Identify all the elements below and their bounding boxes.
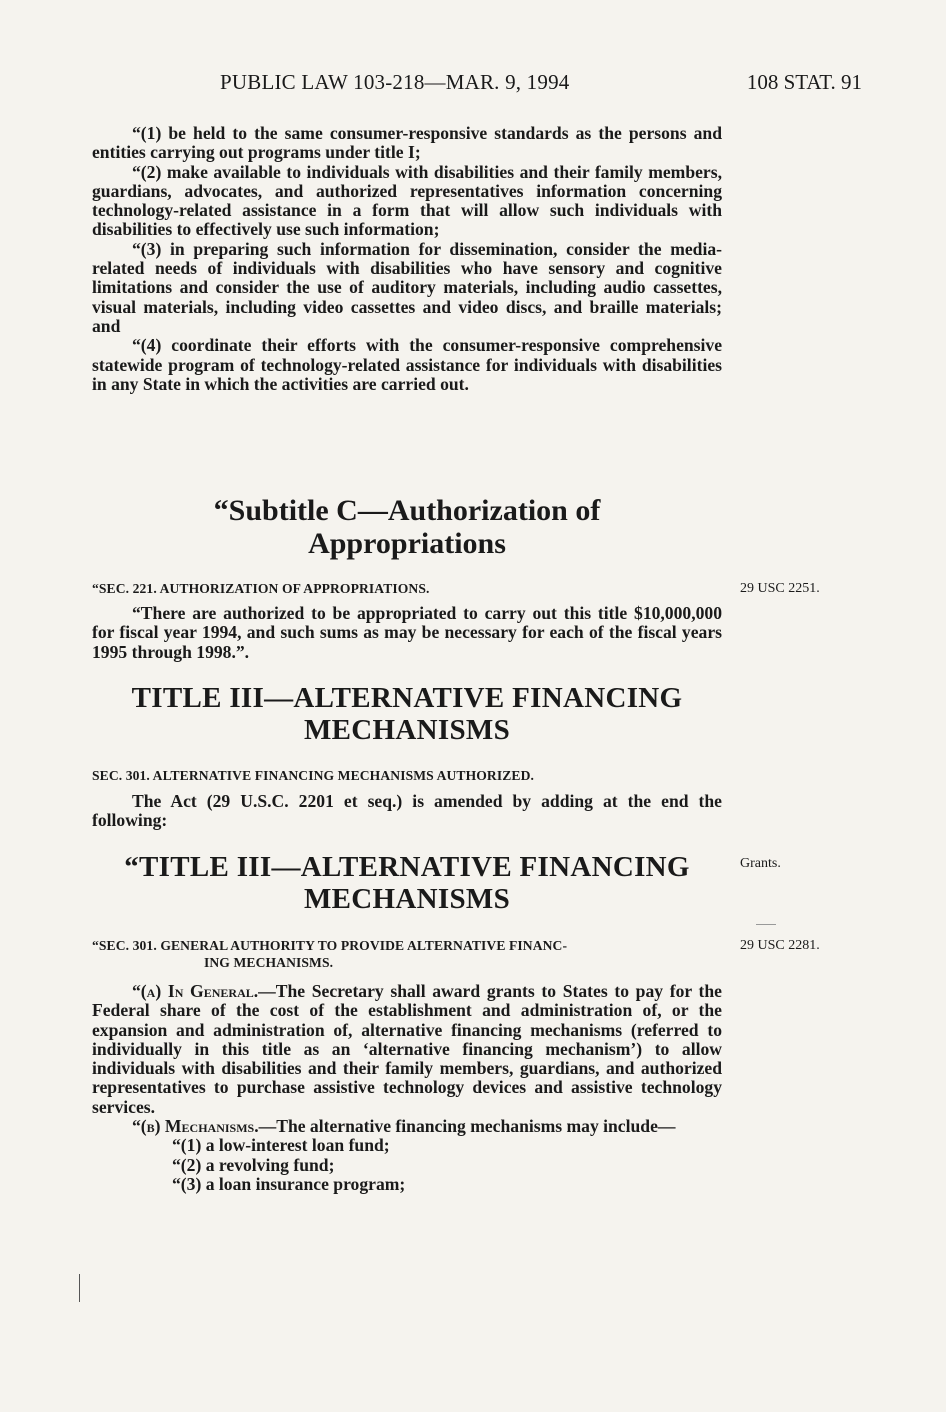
subsection-b-text: —The alternative financing mechanisms may include—: [258, 1116, 676, 1137]
list-item: “(1) a low-interest loan fund;: [172, 1135, 390, 1156]
section-221: [92, 580, 722, 662]
subsection-a-label: “(a) In General.: [132, 981, 259, 1001]
section-301-general: [92, 937, 722, 1194]
stat-page-number: 108 STAT. 91: [746, 70, 862, 94]
running-head: PUBLIC LAW 103-218—MAR. 9, 1994: [220, 70, 570, 94]
paragraph-4: “(4) coordinate their efforts with the consumer-responsive comprehensive statewide program of technology-related assistance for individuals with disabilities in any State in which the activities are carried out.: [92, 335, 722, 394]
subsection-b: [92, 1117, 722, 1136]
title-iii-line2: MECHANISMS: [303, 714, 510, 746]
section-301-general-heading-line1: “SEC. 301. GENERAL AUTHORITY TO PROVIDE ALTERNATIVE FINANC-: [92, 938, 568, 953]
subtitle-c-line1: “Subtitle C—Authorization of: [213, 494, 601, 527]
margin-rule: [756, 924, 776, 925]
subtitle-c-line2: Appropriations: [308, 527, 506, 560]
quoted-title-iii-line1: “TITLE III—ALTERNATIVE FINANCING: [124, 851, 690, 883]
paragraph-2: “(2) make available to individuals with disabilities and their family members, guardians, advocates, and authorized representatives information concerning technology-related assistance in a form that will allow such individuals with disabilities to effectively use such information;: [92, 161, 722, 240]
list-continuation: [92, 124, 722, 394]
list-item: “(3) a loan insurance program;: [172, 1173, 406, 1194]
subtitle-c-heading: [92, 494, 722, 560]
quoted-title-iii-heading: [92, 851, 722, 915]
paragraph-3: “(3) in preparing such information for dissemination, consider the media-related needs of individuals with disabilities who have sensory and cognitive limitations and consider the use of auditory materials, including audio cassettes, visual materials, including video cassettes and video discs, and braille materials; and: [92, 238, 722, 336]
section-301-general-heading-line2: ING MECHANISMS.: [204, 955, 334, 970]
title-iii-line1: TITLE III—ALTERNATIVE FINANCING: [131, 682, 683, 714]
section-301: [92, 767, 722, 831]
title-iii-heading: [92, 682, 722, 746]
section-301-general-heading: [92, 937, 722, 971]
quoted-title-iii-line2: MECHANISMS: [303, 883, 510, 915]
subsection-a-text: —The Secretary shall award grants to States to pay for the Federal share of the cost of the establishment and administration of, or the expansion and administration of, alternative financing mechanisms (referred to individually in this title as an ‘alternative financing mechanism’) to allow individuals with disabilities and their family members, guardians, and authorized representatives to purchase assistive technology devices and assistive technology services.: [92, 981, 722, 1117]
section-301-heading: SEC. 301. ALTERNATIVE FINANCING MECHANISMS AUTHORIZED.: [92, 768, 534, 783]
subsection-b-label: “(b) Mechanisms.: [132, 1116, 259, 1137]
scan-mark: [79, 1274, 80, 1302]
subsection-a: [92, 982, 722, 1117]
margin-note-29-usc-2281: 29 USC 2281.: [740, 938, 820, 953]
margin-note-grants: Grants.: [740, 856, 781, 871]
margin-note-29-usc-2251: 29 USC 2251.: [740, 581, 820, 596]
section-221-text: “There are authorized to be appropriated to carry out this title $10,000,000 for fiscal year 1994, and such sums as may be necessary for each of the fiscal years 1995 through 1998.”.: [92, 603, 722, 662]
section-301-text: The Act (29 U.S.C. 2201 et seq.) is amended by adding at the end the following:: [92, 791, 722, 831]
list-item: “(2) a revolving fund;: [172, 1154, 335, 1175]
paragraph-1: “(1) be held to the same consumer-responsive standards as the persons and entities carrying out programs under title I;: [92, 123, 722, 163]
section-221-heading: “SEC. 221. AUTHORIZATION OF APPROPRIATIONS.: [92, 581, 430, 596]
